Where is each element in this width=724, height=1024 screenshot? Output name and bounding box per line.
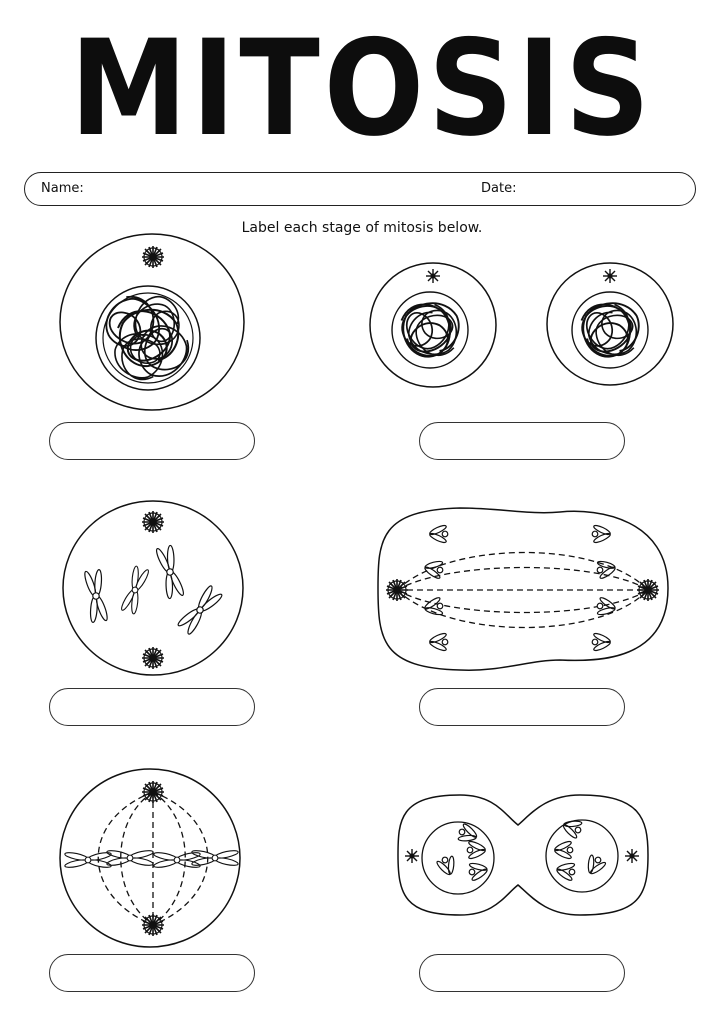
- date-label: Date:: [481, 181, 517, 196]
- stage-cell-prophase: [63, 501, 243, 675]
- stage-cell-anaphase: [378, 508, 668, 670]
- stage-cell-interphase: [60, 234, 244, 410]
- name-label: Name:: [41, 181, 84, 196]
- answer-box-interphase[interactable]: [49, 422, 255, 460]
- answer-box-telophase[interactable]: [419, 954, 625, 992]
- instruction-text: Label each stage of mitosis below.: [241, 220, 483, 236]
- answer-box-anaphase[interactable]: [419, 688, 625, 726]
- stage-cell-telophase: [398, 795, 648, 915]
- stage-cell-telophase-complete: [370, 263, 673, 387]
- answer-box-telophase-complete[interactable]: [419, 422, 625, 460]
- stage-cell-metaphase: [60, 769, 240, 947]
- worksheet-title: MITOSIS: [69, 10, 654, 166]
- answer-box-prophase[interactable]: [49, 688, 255, 726]
- answer-box-metaphase[interactable]: [49, 954, 255, 992]
